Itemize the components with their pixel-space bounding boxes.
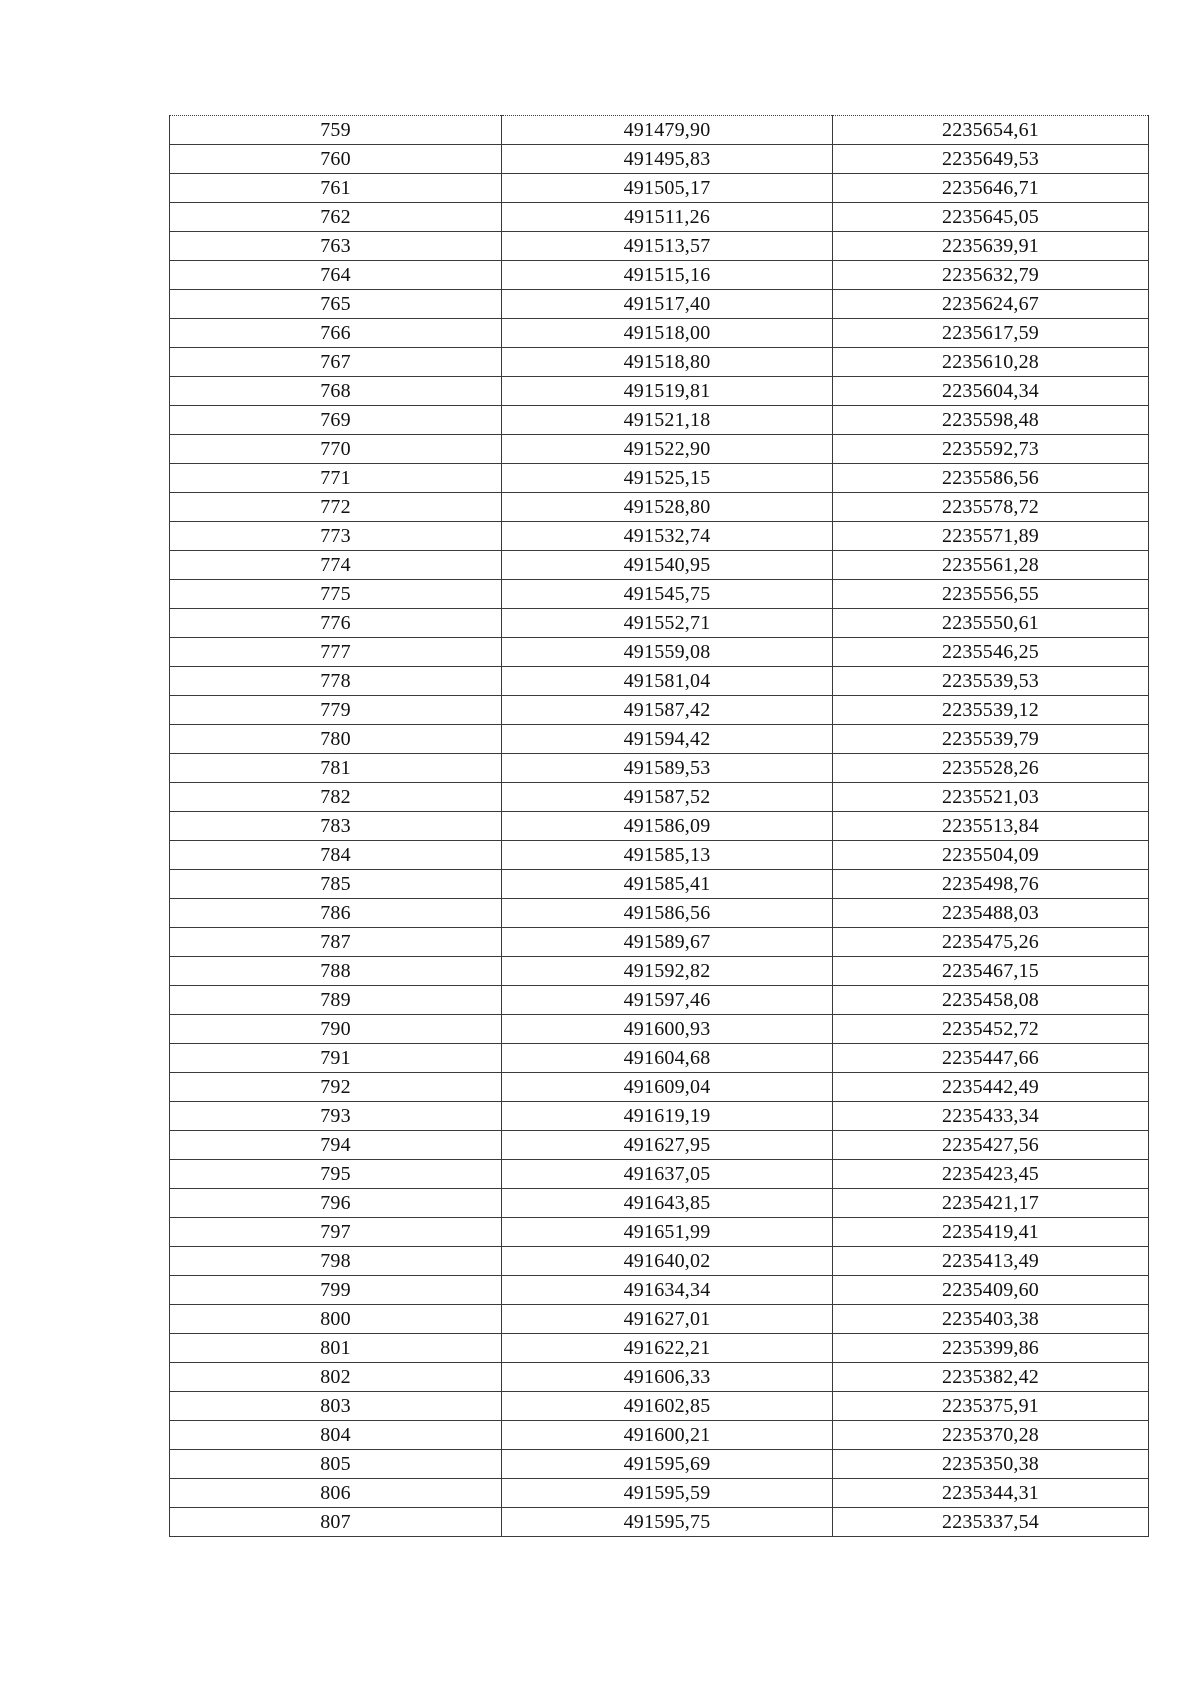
y-coordinate-cell: 2235654,61 [833,116,1149,145]
x-coordinate-cell: 491513,57 [502,232,833,261]
x-coordinate-cell: 491643,85 [502,1189,833,1218]
table-row [170,232,1149,261]
point-number-cell: 806 [170,1479,502,1508]
y-coordinate-cell: 2235447,66 [833,1044,1149,1073]
table-row [170,1305,1149,1334]
y-coordinate-cell: 2235561,28 [833,551,1149,580]
y-coordinate-cell: 2235632,79 [833,261,1149,290]
y-coordinate-cell: 2235498,76 [833,870,1149,899]
x-coordinate-cell: 491540,95 [502,551,833,580]
x-coordinate-cell: 491515,16 [502,261,833,290]
x-coordinate-cell: 491586,09 [502,812,833,841]
point-number-cell: 767 [170,348,502,377]
y-coordinate-cell: 2235433,34 [833,1102,1149,1131]
table-row [170,1247,1149,1276]
table-row [170,348,1149,377]
point-number-cell: 761 [170,174,502,203]
y-coordinate-cell: 2235375,91 [833,1392,1149,1421]
y-coordinate-cell: 2235645,05 [833,203,1149,232]
point-number-cell: 774 [170,551,502,580]
y-coordinate-cell: 2235399,86 [833,1334,1149,1363]
x-coordinate-cell: 491634,34 [502,1276,833,1305]
x-coordinate-cell: 491586,56 [502,899,833,928]
table-row [170,754,1149,783]
table-row [170,1189,1149,1218]
point-number-cell: 770 [170,435,502,464]
x-coordinate-cell: 491528,80 [502,493,833,522]
point-number-cell: 802 [170,1363,502,1392]
x-coordinate-cell: 491532,74 [502,522,833,551]
point-number-cell: 779 [170,696,502,725]
point-number-cell: 762 [170,203,502,232]
table-row [170,696,1149,725]
y-coordinate-cell: 2235592,73 [833,435,1149,464]
point-number-cell: 764 [170,261,502,290]
point-number-cell: 790 [170,1015,502,1044]
point-number-cell: 769 [170,406,502,435]
table-row [170,812,1149,841]
x-coordinate-cell: 491594,42 [502,725,833,754]
x-coordinate-cell: 491581,04 [502,667,833,696]
y-coordinate-cell: 2235556,55 [833,580,1149,609]
table-row [170,1450,1149,1479]
point-number-cell: 768 [170,377,502,406]
table-row [170,406,1149,435]
y-coordinate-cell: 2235610,28 [833,348,1149,377]
x-coordinate-cell: 491595,69 [502,1450,833,1479]
table-row [170,464,1149,493]
table-row [170,377,1149,406]
table-row [170,493,1149,522]
table-row [170,1363,1149,1392]
y-coordinate-cell: 2235539,53 [833,667,1149,696]
table-row [170,870,1149,899]
x-coordinate-cell: 491592,82 [502,957,833,986]
x-coordinate-cell: 491606,33 [502,1363,833,1392]
y-coordinate-cell: 2235539,12 [833,696,1149,725]
table-row [170,290,1149,319]
point-number-cell: 781 [170,754,502,783]
y-coordinate-cell: 2235475,26 [833,928,1149,957]
x-coordinate-cell: 491518,00 [502,319,833,348]
table-row [170,638,1149,667]
y-coordinate-cell: 2235423,45 [833,1160,1149,1189]
point-number-cell: 771 [170,464,502,493]
x-coordinate-cell: 491585,13 [502,841,833,870]
x-coordinate-cell: 491587,52 [502,783,833,812]
y-coordinate-cell: 2235427,56 [833,1131,1149,1160]
y-coordinate-cell: 2235617,59 [833,319,1149,348]
y-coordinate-cell: 2235528,26 [833,754,1149,783]
point-number-cell: 766 [170,319,502,348]
point-number-cell: 780 [170,725,502,754]
point-number-cell: 778 [170,667,502,696]
y-coordinate-cell: 2235546,25 [833,638,1149,667]
x-coordinate-cell: 491545,75 [502,580,833,609]
x-coordinate-cell: 491559,08 [502,638,833,667]
point-number-cell: 772 [170,493,502,522]
table-row [170,899,1149,928]
y-coordinate-cell: 2235452,72 [833,1015,1149,1044]
y-coordinate-cell: 2235419,41 [833,1218,1149,1247]
coordinates-table-body [170,116,1149,1537]
point-number-cell: 773 [170,522,502,551]
x-coordinate-cell: 491640,02 [502,1247,833,1276]
point-number-cell: 794 [170,1131,502,1160]
point-number-cell: 775 [170,580,502,609]
table-row [170,261,1149,290]
table-row [170,116,1149,145]
y-coordinate-cell: 2235571,89 [833,522,1149,551]
point-number-cell: 793 [170,1102,502,1131]
x-coordinate-cell: 491552,71 [502,609,833,638]
point-number-cell: 777 [170,638,502,667]
y-coordinate-cell: 2235513,84 [833,812,1149,841]
x-coordinate-cell: 491589,67 [502,928,833,957]
table-row [170,667,1149,696]
table-row [170,1508,1149,1537]
point-number-cell: 782 [170,783,502,812]
x-coordinate-cell: 491627,01 [502,1305,833,1334]
table-row [170,145,1149,174]
table-row [170,1421,1149,1450]
x-coordinate-cell: 491585,41 [502,870,833,899]
x-coordinate-cell: 491517,40 [502,290,833,319]
table-row [170,783,1149,812]
y-coordinate-cell: 2235521,03 [833,783,1149,812]
table-row [170,1392,1149,1421]
x-coordinate-cell: 491637,05 [502,1160,833,1189]
y-coordinate-cell: 2235370,28 [833,1421,1149,1450]
x-coordinate-cell: 491600,21 [502,1421,833,1450]
y-coordinate-cell: 2235649,53 [833,145,1149,174]
y-coordinate-cell: 2235382,42 [833,1363,1149,1392]
x-coordinate-cell: 491622,21 [502,1334,833,1363]
table-row [170,435,1149,464]
point-number-cell: 804 [170,1421,502,1450]
x-coordinate-cell: 491604,68 [502,1044,833,1073]
point-number-cell: 776 [170,609,502,638]
table-row [170,203,1149,232]
table-row [170,1218,1149,1247]
point-number-cell: 783 [170,812,502,841]
x-coordinate-cell: 491589,53 [502,754,833,783]
x-coordinate-cell: 491495,83 [502,145,833,174]
y-coordinate-cell: 2235586,56 [833,464,1149,493]
table-row [170,609,1149,638]
point-number-cell: 788 [170,957,502,986]
x-coordinate-cell: 491519,81 [502,377,833,406]
point-number-cell: 759 [170,116,502,145]
table-row [170,522,1149,551]
y-coordinate-cell: 2235442,49 [833,1073,1149,1102]
y-coordinate-cell: 2235539,79 [833,725,1149,754]
y-coordinate-cell: 2235344,31 [833,1479,1149,1508]
table-row [170,1160,1149,1189]
x-coordinate-cell: 491619,19 [502,1102,833,1131]
x-coordinate-cell: 491521,18 [502,406,833,435]
y-coordinate-cell: 2235488,03 [833,899,1149,928]
point-number-cell: 799 [170,1276,502,1305]
table-row [170,1044,1149,1073]
point-number-cell: 786 [170,899,502,928]
x-coordinate-cell: 491609,04 [502,1073,833,1102]
x-coordinate-cell: 491595,59 [502,1479,833,1508]
point-number-cell: 795 [170,1160,502,1189]
table-row [170,841,1149,870]
y-coordinate-cell: 2235421,17 [833,1189,1149,1218]
y-coordinate-cell: 2235639,91 [833,232,1149,261]
x-coordinate-cell: 491518,80 [502,348,833,377]
y-coordinate-cell: 2235646,71 [833,174,1149,203]
point-number-cell: 796 [170,1189,502,1218]
table-row [170,551,1149,580]
point-number-cell: 801 [170,1334,502,1363]
point-number-cell: 792 [170,1073,502,1102]
y-coordinate-cell: 2235504,09 [833,841,1149,870]
point-number-cell: 805 [170,1450,502,1479]
table-row [170,1015,1149,1044]
point-number-cell: 800 [170,1305,502,1334]
table-row [170,986,1149,1015]
table-row [170,1131,1149,1160]
point-number-cell: 797 [170,1218,502,1247]
y-coordinate-cell: 2235624,67 [833,290,1149,319]
x-coordinate-cell: 491651,99 [502,1218,833,1247]
y-coordinate-cell: 2235403,38 [833,1305,1149,1334]
y-coordinate-cell: 2235413,49 [833,1247,1149,1276]
point-number-cell: 789 [170,986,502,1015]
y-coordinate-cell: 2235467,15 [833,957,1149,986]
coordinates-table [169,115,1149,1537]
y-coordinate-cell: 2235578,72 [833,493,1149,522]
point-number-cell: 760 [170,145,502,174]
x-coordinate-cell: 491525,15 [502,464,833,493]
x-coordinate-cell: 491597,46 [502,986,833,1015]
x-coordinate-cell: 491602,85 [502,1392,833,1421]
point-number-cell: 784 [170,841,502,870]
table-row [170,928,1149,957]
x-coordinate-cell: 491600,93 [502,1015,833,1044]
x-coordinate-cell: 491587,42 [502,696,833,725]
y-coordinate-cell: 2235458,08 [833,986,1149,1015]
x-coordinate-cell: 491595,75 [502,1508,833,1537]
x-coordinate-cell: 491505,17 [502,174,833,203]
point-number-cell: 785 [170,870,502,899]
table-row [170,319,1149,348]
point-number-cell: 791 [170,1044,502,1073]
table-row [170,580,1149,609]
y-coordinate-cell: 2235337,54 [833,1508,1149,1537]
point-number-cell: 803 [170,1392,502,1421]
y-coordinate-cell: 2235598,48 [833,406,1149,435]
table-row [170,1073,1149,1102]
y-coordinate-cell: 2235550,61 [833,609,1149,638]
point-number-cell: 765 [170,290,502,319]
point-number-cell: 807 [170,1508,502,1537]
table-row [170,174,1149,203]
table-row [170,725,1149,754]
point-number-cell: 763 [170,232,502,261]
table-row [170,1479,1149,1508]
table-row [170,957,1149,986]
table-row [170,1334,1149,1363]
y-coordinate-cell: 2235409,60 [833,1276,1149,1305]
point-number-cell: 787 [170,928,502,957]
y-coordinate-cell: 2235604,34 [833,377,1149,406]
point-number-cell: 798 [170,1247,502,1276]
x-coordinate-cell: 491522,90 [502,435,833,464]
x-coordinate-cell: 491479,90 [502,116,833,145]
x-coordinate-cell: 491511,26 [502,203,833,232]
table-row [170,1276,1149,1305]
table-row [170,1102,1149,1131]
x-coordinate-cell: 491627,95 [502,1131,833,1160]
y-coordinate-cell: 2235350,38 [833,1450,1149,1479]
